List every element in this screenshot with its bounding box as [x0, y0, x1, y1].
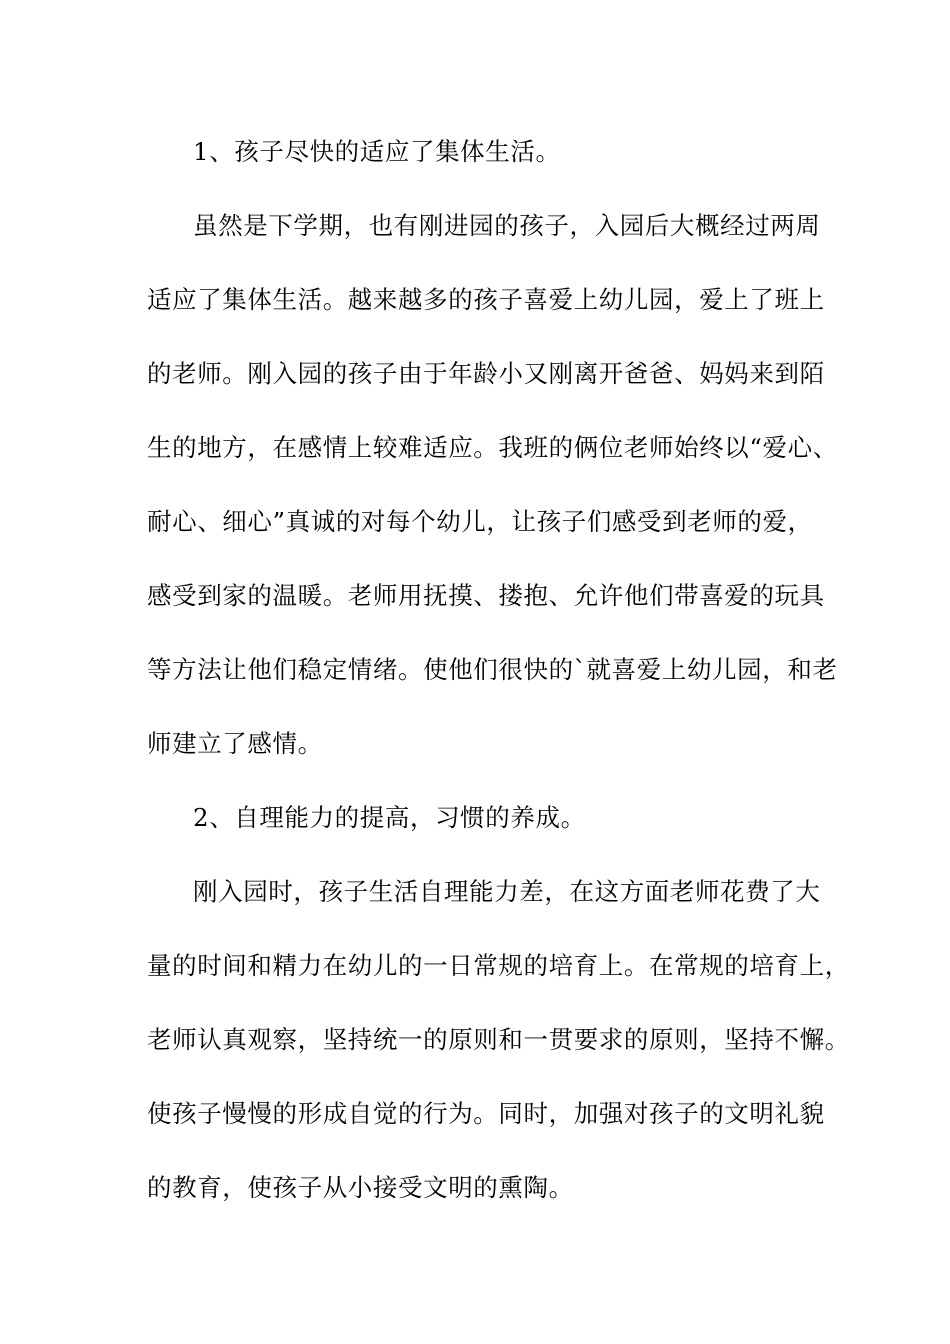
paragraph-line: 师建立了感情。 [147, 729, 323, 758]
paragraph-line: 等方法让他们稳定情绪。使他们很快的`就喜爱上幼儿园，和老 [147, 655, 838, 684]
section-heading-1: 1、孩子尽快的适应了集体生活。 [193, 137, 561, 166]
paragraph-line: 虽然是下学期，也有刚进园的孩子，入园后大概经过两周 [193, 211, 821, 240]
section-heading-2: 2、自理能力的提高，习惯的养成。 [193, 803, 586, 832]
paragraph-line: 感受到家的温暖。老师用抚摸、搂抱、允许他们带喜爱的玩具 [147, 581, 825, 610]
paragraph-line: 耐心、细心”真诚的对每个幼儿，让孩子们感受到老师的爱， [147, 507, 813, 536]
paragraph-line: 的教育，使孩子从小接受文明的熏陶。 [147, 1173, 574, 1202]
paragraph-line: 的老师。刚入园的孩子由于年龄小又刚离开爸爸、妈妈来到陌 [147, 359, 825, 388]
paragraph-line: 使孩子慢慢的形成自觉的行为。同时，加强对孩子的文明礼貌 [147, 1099, 825, 1128]
paragraph-line: 老师认真观察，坚持统一的原则和一贯要求的原则，坚持不懈。 [147, 1025, 850, 1054]
paragraph-line: 适应了集体生活。越来越多的孩子喜爱上幼儿园，爱上了班上 [147, 285, 825, 314]
paragraph-line: 刚入园时，孩子生活自理能力差，在这方面老师花费了大 [193, 877, 821, 906]
paragraph-line: 生的地方，在感情上较难适应。我班的俩位老师始终以“爱心、 [147, 433, 838, 462]
paragraph-line: 量的时间和精力在幼儿的一日常规的培育上。在常规的培育上， [147, 951, 850, 980]
